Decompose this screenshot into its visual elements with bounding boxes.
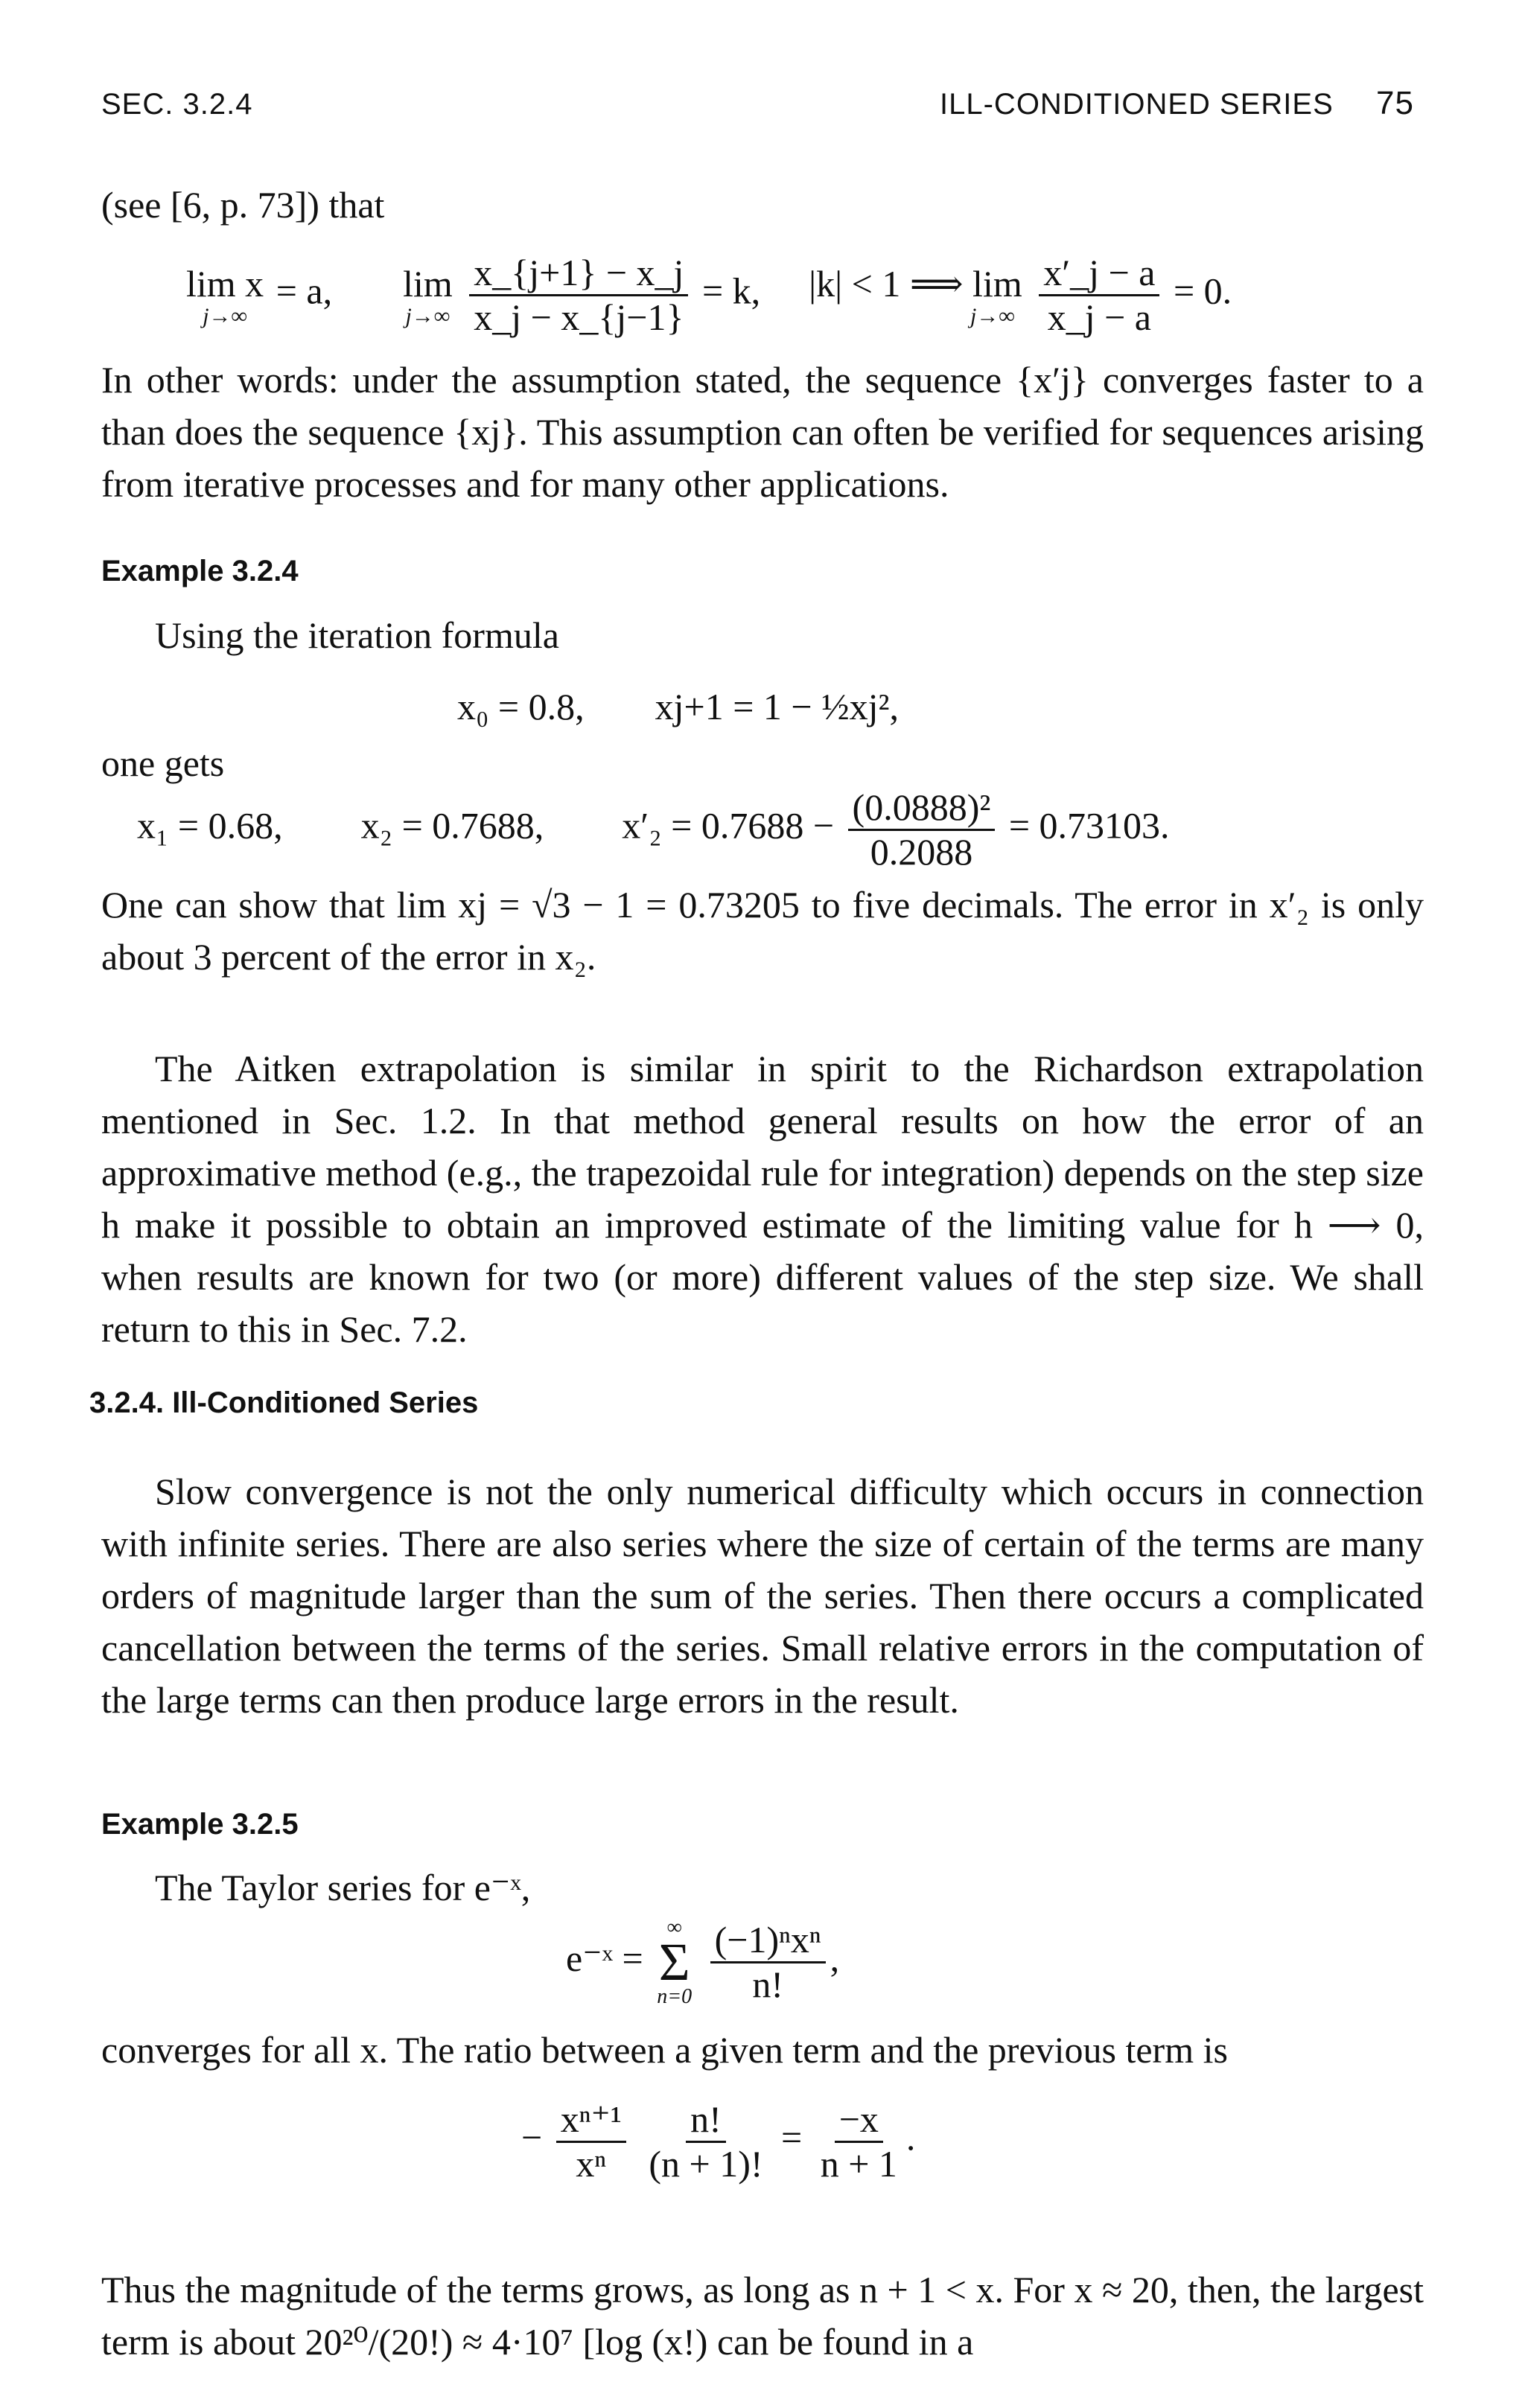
series-term-fraction: $\frac{\text{(−1)ⁿxⁿ}}{n!}$ (710, 1920, 826, 2004)
term-ratio: − $\frac{\text{xⁿ⁺¹}}{\text{xⁿ}}$ $\frac{n!}{(n + 1)!}$ = $\frac{-x}{n + 1}$ . (521, 2098, 916, 2185)
aitken-fraction: $\frac{x'\_j - a}{x\_j - a}$ (1039, 253, 1159, 337)
one-gets: one gets (101, 742, 225, 784)
ratio-fraction-1: $\frac{\text{xⁿ⁺¹}}{\text{xⁿ}}$ (556, 2100, 626, 2183)
example-1-lead: Using the iteration formula (155, 614, 559, 656)
paragraph-2: The Aitken extrapolation is similar in spirit to the Richardson extrapolation mentioned in Sec. 1.2. In that method general results on how the error of an approximative method (e.g., the trapezoidal rule for integration) depends on the step size h make it possible to obtain an improved estimate of the limiting value for h ⟶ 0, when results are known for two (or more) different values of the step size. We shall return to this in Sec. 7.2. (101, 1048, 1424, 1350)
intro-line: (see [6, p. 73]) that (101, 184, 385, 226)
limit-1: lim x j→∞ (186, 263, 264, 328)
aitken-correction-fraction: $\frac{\text{(0.0888)²}}{0.2088}$ (848, 788, 996, 871)
header-section: SEC. 3.2.4 (101, 88, 253, 121)
converges-line: converges for all x. The ratio between a given term and the previous term is (101, 2029, 1228, 2071)
paragraph-1: In other words: under the assumption stated, the sequence {x′j} converges faster to a than does the sequence {xj}. This assumption can often be verified for sequences arising from iterative processes and for many other applications. (101, 359, 1424, 505)
ratio-fraction-2: $\frac{n!}{(n + 1)!}$ (649, 2098, 763, 2185)
example-heading-3-2-5: Example 3.2.5 (101, 1808, 299, 1841)
iteration-formula: x₀ = 0.8, xj+1 = 1 − ½xj², (457, 686, 900, 727)
limit-3: |k| < 1 ⟹ lim j→∞ (809, 263, 1022, 328)
limit-2: lim j→∞ (403, 263, 453, 328)
ratio-fraction: $\frac{x\_\{j+1\} - x\_j}{x\_j - x\_\{j-1\}}$ (469, 253, 688, 337)
equation-limits: lim x j→∞ = a, lim j→∞ $\frac{x\_\{j+1\} - x\_j}{x\_j - x\_\{j-1\}}$ = k, |k| < 1 ⟹ lim j→∞ $\frac{x'\_j - a}{x\_j - a}$ = 0. (186, 252, 1232, 338)
final-paragraph: Thus the magnitude of the terms grows, as long as n + 1 < x. For x ≈ 20, then, the largest term is about 20²⁰/(20!) ≈ 4·10⁷ [log (x!) can be found in a (101, 2269, 1424, 2363)
taylor-series: e⁻ˣ = ∞ Σ n=0 $\frac{\text{(−1)ⁿxⁿ}}{n!}$ , (566, 1916, 840, 2008)
example-2-lead: The Taylor series for e⁻ˣ, (155, 1867, 531, 1908)
iteration-values: x₁ = 0.68, x₂ = 0.7688, x′₂ = 0.7688 − $\frac{\text{(0.0888)²}}{0.2088}$ = 0.73103. (137, 786, 1170, 873)
sigma-symbol: ∞ Σ n=0 (657, 1916, 693, 2008)
example-1-conclusion: One can show that lim xj = √3 − 1 = 0.73205 to five decimals. The error in x′₂ is only about 3 percent of the error in x₂. (101, 884, 1424, 978)
header-running-title: ILL-CONDITIONED SERIES (940, 88, 1334, 121)
paragraph-3: Slow convergence is not the only numerical difficulty which occurs in connection with infinite series. There are also series where the size of certain of the terms are many orders of magnitude larger than the sum of the series. Then there occurs a complicated cancellation between the terms of the series. Small relative errors in the computation of the large terms can then produce large errors in the result. (101, 1471, 1424, 1721)
section-heading: 3.2.4. Ill-Conditioned Series (89, 1386, 479, 1419)
example-heading-3-2-4: Example 3.2.4 (101, 555, 299, 587)
header-page-number: 75 (1376, 85, 1414, 121)
ratio-fraction-3: $\frac{-x}{n + 1}$ (820, 2098, 897, 2185)
